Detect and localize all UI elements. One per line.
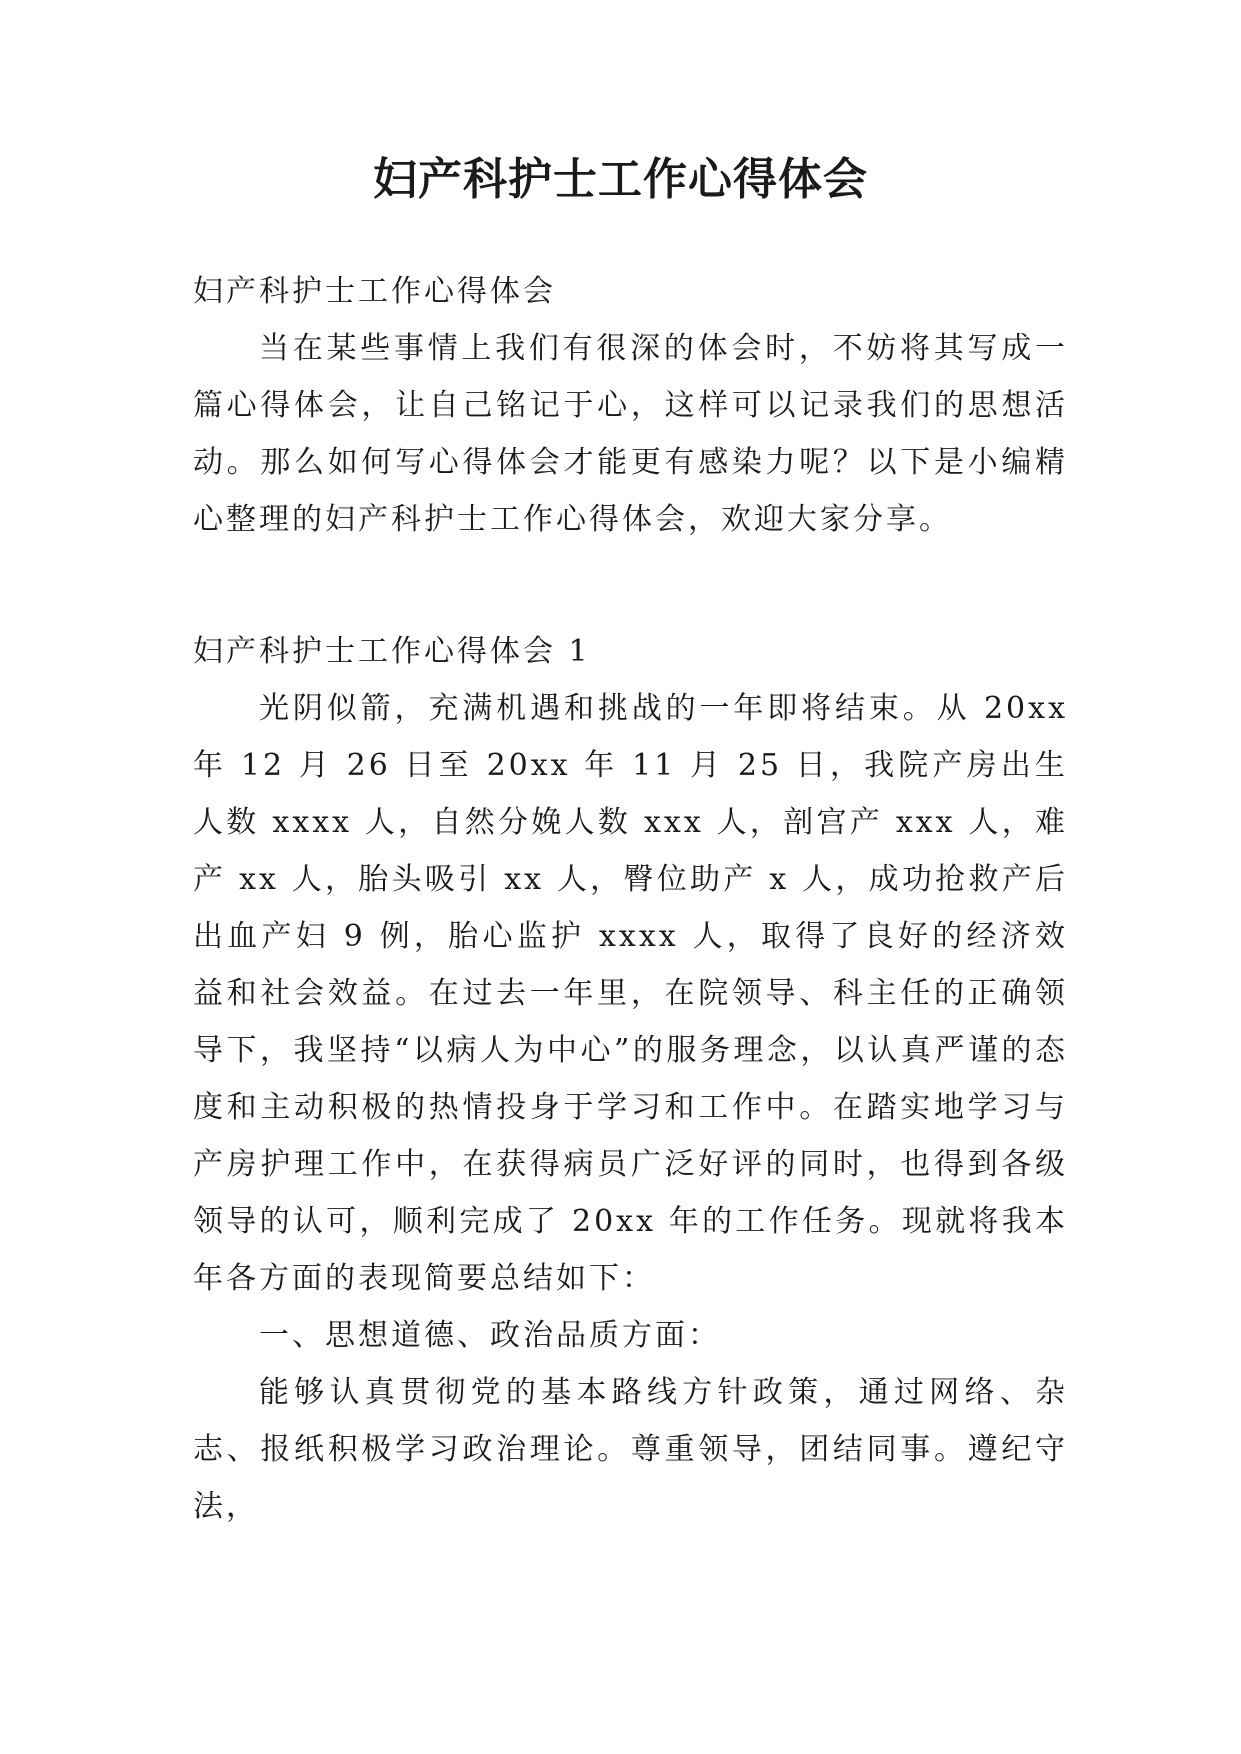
document-title: 妇产科护士工作心得体会 [373,154,868,205]
intro-paragraph: 当在某些事情上我们有很深的体会时，不妨将其写成一篇心得体会，让自己铭记于心，这样可以记录我们的思想活动。那么如何写心得体会才能更有感染力呢？以下是小编精心整理的妇产科护士工作心得体会，欢迎大家分享。 [193,331,1068,537]
point1-paragraph: 能够认真贯彻党的基本路线方针政策，通过网络、杂志、报纸积极学习政治理论。尊重领导，团结同事。遵纪守法， [193,1375,1068,1524]
point1-heading: 一、思想道德、政治品质方面： [259,1318,721,1353]
section1-heading: 妇产科护士工作心得体会 1 [193,634,591,669]
section1-paragraph: 光阴似箭，充满机遇和挑战的一年即将结束。从 20xx 年 12 月 26 日至 20xx 年 11 月 25 日，我院产房出生人数 xxxx 人，自然分娩人数 xxx 人，剖宫产 xxx 人，难产 xx 人，胎头吸引 xx 人，臀位助产 x 人，成功抢救产后出血产妇 9 例，胎心监护 xxxx 人，取得了良好的经济效益和社会效益。在过去一年里，在院领导、科主任的正确领导下，我坚持“以病人为中心”的服务理念，以认真严谨的态度和主动积极的热情投身于学习和工作中。在踏实地学习与产房护理工作中，在获得病员广泛好评的同时，也得到各级领导的认可，顺利完成了 20xx 年的工作任务。现就将我本年各方面的表现简要总结如下： [193,691,1068,1296]
intro-heading: 妇产科护士工作心得体会 [193,274,556,309]
